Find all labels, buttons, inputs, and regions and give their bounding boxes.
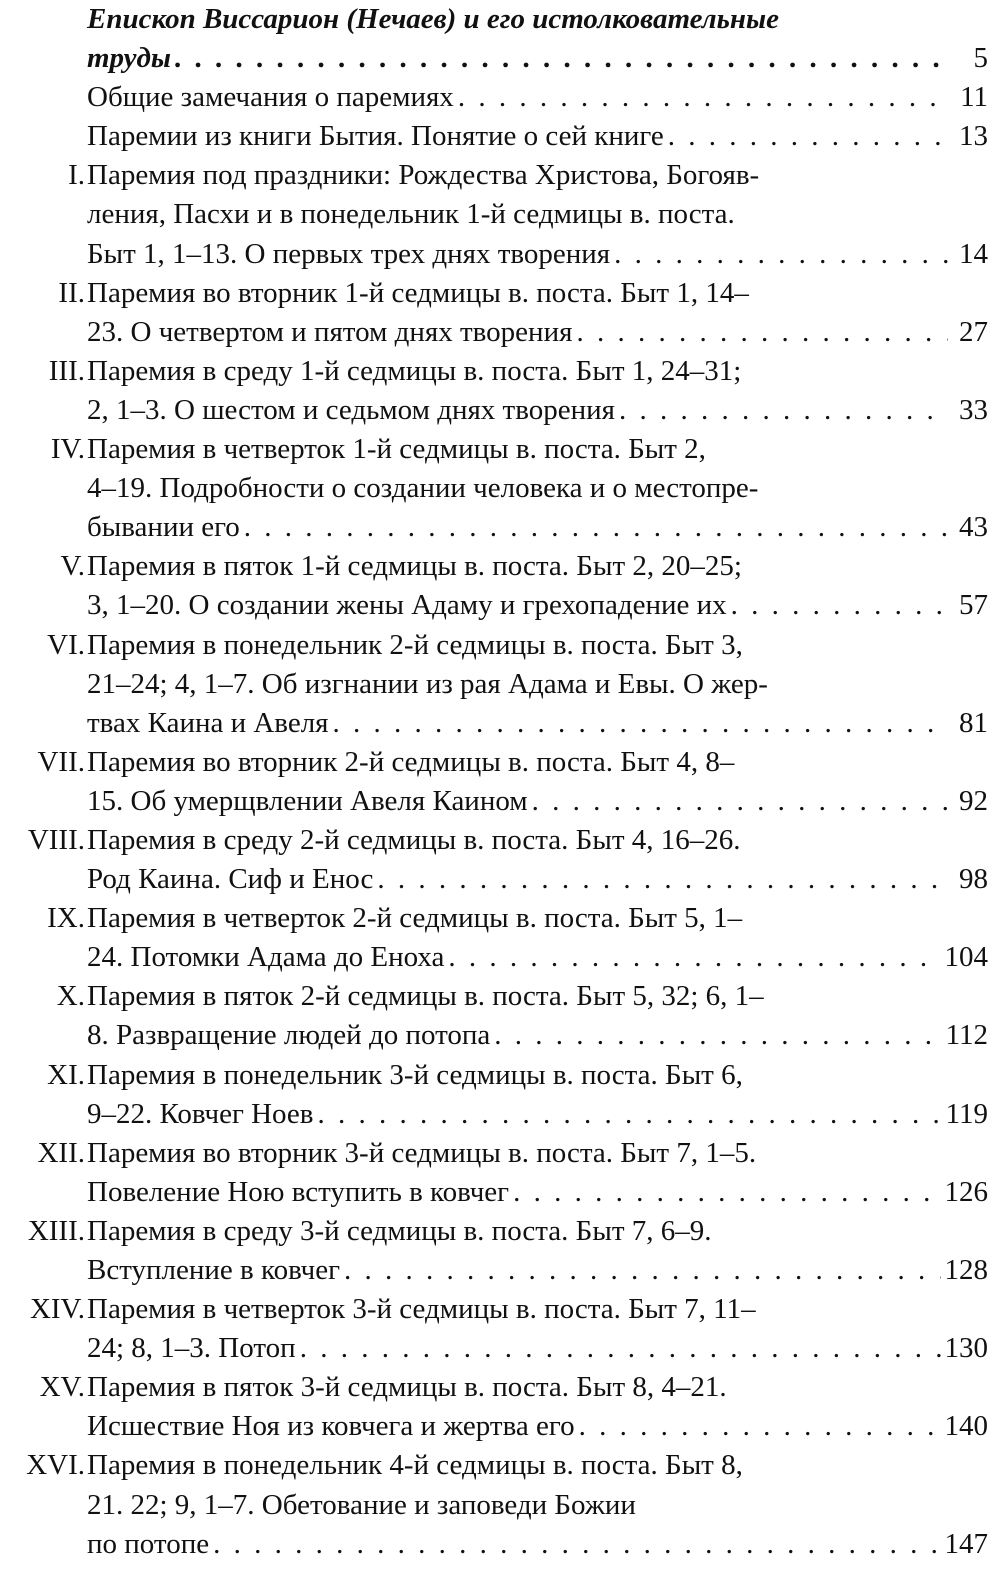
toc-page-number: 57 xyxy=(959,589,988,622)
toc-entry-text: Паремии из книги Бытия. Понятие о сей книге xyxy=(87,120,664,153)
toc-leader-dots xyxy=(614,235,948,274)
toc-page-number: 126 xyxy=(944,1175,988,1208)
toc-leader-dots xyxy=(317,1095,941,1134)
toc-entry-line xyxy=(87,586,988,625)
toc-entry-line xyxy=(87,39,988,78)
toc-page-number: 81 xyxy=(959,706,988,739)
toc-entry-text: Паремия в среду 1-й седмицы в. поста. Быт 1, 24–31; xyxy=(87,354,742,387)
toc-entry-text: Паремия в пяток 3-й седмицы в. поста. Быт 8, 4–21. xyxy=(87,1371,727,1404)
toc-entry-line xyxy=(87,821,988,860)
toc-entry-line xyxy=(87,1486,988,1525)
toc-entry-line xyxy=(87,1368,988,1407)
toc-entry-line xyxy=(87,899,988,938)
toc-page-number: 128 xyxy=(944,1254,988,1286)
toc-entry-text: Паремия в понедельник 4-й седмицы в. поста. Быт 8, xyxy=(87,1449,743,1482)
toc-entry-number: VII. xyxy=(37,745,85,778)
toc-entry-number: XI. xyxy=(47,1058,85,1091)
toc-entry-text: Паремия в пяток 1-й седмицы в. поста. Быт 2, 20–25; xyxy=(87,550,742,583)
toc-entry xyxy=(0,547,1000,625)
toc-entry-line xyxy=(87,430,988,469)
toc-leader-dots xyxy=(532,782,948,821)
toc-leader-dots xyxy=(668,117,948,156)
toc-entry xyxy=(0,1056,1000,1134)
toc-entry-line xyxy=(87,508,988,547)
toc-page-number: 43 xyxy=(959,511,988,544)
toc-page-number: 104 xyxy=(944,941,988,974)
toc-entry xyxy=(0,821,1000,899)
toc-entry-text: 21. 22; 9, 1–7. Обетование и заповеди Божии xyxy=(87,1488,636,1521)
toc-entry-line xyxy=(87,0,988,39)
toc-page-number: 14 xyxy=(959,237,988,270)
toc-entry-number: XIII. xyxy=(27,1214,85,1247)
toc-entry-line xyxy=(87,156,988,195)
toc-entry xyxy=(0,626,1000,743)
toc-entry-line xyxy=(87,1056,988,1095)
toc-entry-line xyxy=(87,1095,988,1134)
toc-entry xyxy=(0,1368,1000,1446)
toc-page-number: 33 xyxy=(959,393,988,426)
toc-entry-text: Епископ Виссарион (Нечаев) и его истолковательные xyxy=(87,3,779,35)
toc-entry xyxy=(0,156,1000,273)
toc-entry-line xyxy=(87,1407,988,1446)
toc-entry-text: Паремия в понедельник 2-й седмицы в. поста. Быт 3, xyxy=(87,628,743,661)
toc-entry-number: IV. xyxy=(50,433,85,466)
toc-page-number: 119 xyxy=(945,1097,988,1130)
toc-page-number: 147 xyxy=(944,1527,988,1560)
toc-entry-text: бывании его xyxy=(87,511,240,544)
toc-entry-text: ления, Пасхи и в понедельник 1-й седмицы в. поста. xyxy=(87,198,735,231)
toc-leader-dots xyxy=(333,704,948,743)
toc-entry-text: 21–24; 4, 1–7. Об изгнании из рая Адама и Евы. О жер- xyxy=(87,667,768,700)
toc-entry-number: XIV. xyxy=(29,1293,85,1326)
toc-entry-text: Паремия в четверток 3-й седмицы в. поста. Быт 7, 11– xyxy=(87,1293,756,1326)
toc-entry-text: Род Каина. Сиф и Енос xyxy=(87,863,374,896)
toc-entry-number: X. xyxy=(56,980,85,1013)
toc-entry xyxy=(0,1290,1000,1368)
toc-page-number: 13 xyxy=(959,120,988,153)
toc-entry-line xyxy=(87,1329,988,1368)
toc-entry xyxy=(0,899,1000,977)
toc-leader-dots xyxy=(377,860,948,899)
toc-page-number: 98 xyxy=(959,863,988,896)
toc-entry-number: V. xyxy=(60,550,85,583)
toc-entry-line xyxy=(87,391,988,430)
toc-entry-line xyxy=(87,938,988,977)
toc-entry-number: III. xyxy=(48,354,85,387)
toc-entry-line xyxy=(87,782,988,821)
toc-entry-line xyxy=(87,313,988,352)
toc-entry-text: Исшествие Ноя из ковчега и жертва его xyxy=(87,1410,575,1443)
toc-entry-line xyxy=(87,977,988,1016)
toc-entry-text: Паремия в четверток 1-й седмицы в. поста. Быт 2, xyxy=(87,433,706,466)
toc-entry-number: XVI. xyxy=(26,1449,85,1482)
toc-entry-text: Паремия в четверток 2-й седмицы в. поста. Быт 5, 1– xyxy=(87,902,743,935)
toc-entry-text: по потопе xyxy=(87,1527,210,1560)
toc-entry-text: 4–19. Подробности о создании человека и о местопре- xyxy=(87,472,759,505)
toc-entry-line xyxy=(87,1446,988,1485)
toc-entry-text: 3, 1–20. О создании жены Адаму и грехопадение их xyxy=(87,589,727,622)
toc-entry xyxy=(0,0,1000,78)
toc-leader-dots xyxy=(619,391,948,430)
toc-entry-number: VI. xyxy=(47,628,85,661)
toc-entry-line xyxy=(87,1134,988,1173)
toc-entry-text: твах Каина и Авеля xyxy=(87,706,329,739)
toc-leader-dots xyxy=(175,39,948,78)
toc-entry xyxy=(0,1446,1000,1563)
toc-entry-text: Паремия в среду 3-й седмицы в. поста. Быт 7, 6–9. xyxy=(87,1214,712,1247)
toc-entry-line xyxy=(87,860,988,899)
toc-entry xyxy=(0,274,1000,352)
toc-entry xyxy=(0,1212,1000,1290)
toc-entry-text: Паремия во вторник 3-й седмицы в. поста. Быт 7, 1–5. xyxy=(87,1136,757,1169)
toc-leader-dots xyxy=(458,78,948,117)
toc-page-number: 140 xyxy=(944,1410,988,1443)
toc-entry-line xyxy=(87,1016,988,1055)
toc-entry-line xyxy=(87,704,988,743)
toc-page-number: 11 xyxy=(960,81,988,114)
toc-entry-text: 2, 1–3. О шестом и седьмом днях творения xyxy=(87,393,615,426)
toc-entry-text: 24; 8, 1–3. Потоп xyxy=(87,1332,296,1365)
toc-entry-line xyxy=(87,274,988,313)
toc-entry-text: 15. Об умерщвлении Авеля Каином xyxy=(87,784,528,817)
toc-entry-number: XII. xyxy=(37,1136,85,1169)
toc-page-number: 112 xyxy=(945,1019,988,1052)
toc-entry-line xyxy=(87,352,988,391)
toc-leader-dots xyxy=(300,1329,941,1368)
toc-entry-line xyxy=(87,195,988,234)
toc-leader-dots xyxy=(494,1016,941,1055)
toc-entry-text: Быт 1, 1–13. О первых трех днях творения xyxy=(87,237,611,270)
toc-page-number: 27 xyxy=(959,315,988,348)
toc-entry-line xyxy=(87,665,988,704)
toc-entry-text: Паремия во вторник 2-й седмицы в. поста. Быт 4, 8– xyxy=(87,745,735,778)
toc-entry-text: Паремия под праздники: Рождества Христова, Богояв- xyxy=(87,159,760,192)
toc-entry xyxy=(0,743,1000,821)
toc-leader-dots xyxy=(731,586,948,625)
toc-entry-line xyxy=(87,1525,988,1564)
toc-entry-number: VIII. xyxy=(27,823,85,856)
toc-leader-dots xyxy=(448,938,940,977)
toc-entry-text: Паремия в понедельник 3-й седмицы в. поста. Быт 6, xyxy=(87,1058,743,1091)
toc-leader-dots xyxy=(244,508,948,547)
toc-entry-number: I. xyxy=(68,159,85,192)
toc-entry-line xyxy=(87,78,988,117)
toc-entry-line xyxy=(87,1212,988,1251)
toc-entry xyxy=(0,352,1000,430)
toc-entry-number: IX. xyxy=(47,902,85,935)
toc-entry-text: Вступление в ковчег xyxy=(87,1254,341,1286)
toc-entry-text: 9–22. Ковчег Ноев xyxy=(87,1097,314,1130)
toc-entry xyxy=(0,977,1000,1055)
toc-entry-line xyxy=(87,469,988,508)
toc-entry-text: Паремия во вторник 1-й седмицы в. поста. Быт 1, 14– xyxy=(87,276,749,309)
toc-entry-line xyxy=(87,1290,988,1329)
toc-entry-line xyxy=(87,1173,988,1212)
toc-entry-number: XV. xyxy=(39,1371,85,1404)
toc-entry-text: 8. Развращение людей до потопа xyxy=(87,1019,491,1052)
toc-entry xyxy=(0,78,1000,117)
toc-leader-dots xyxy=(579,1407,941,1446)
toc-entry-text: 24. Потомки Адама до Еноха xyxy=(87,941,445,974)
toc-page-number: 92 xyxy=(959,784,988,817)
toc-entry-text: Общие замечания о паремиях xyxy=(87,81,454,114)
toc-leader-dots xyxy=(344,1251,940,1290)
toc-entry-line xyxy=(87,547,988,586)
toc-entry-number: II. xyxy=(58,276,85,309)
toc-entry-line xyxy=(87,1251,988,1290)
toc-leader-dots xyxy=(513,1173,940,1212)
toc-entry-line xyxy=(87,626,988,665)
toc-entry-text: Повеление Ною вступить в ковчег xyxy=(87,1175,510,1208)
toc-entry-text: 23. О четвертом и пятом днях творения xyxy=(87,315,573,348)
toc-page-number: 130 xyxy=(944,1332,988,1365)
toc-page-number: 5 xyxy=(973,42,988,75)
toc-entry xyxy=(0,430,1000,547)
toc-entry-line xyxy=(87,235,988,274)
toc-entry-line xyxy=(87,743,988,782)
toc-entry-line xyxy=(87,117,988,156)
toc-entry xyxy=(0,1134,1000,1212)
toc-entry-text: Паремия в пяток 2-й седмицы в. поста. Быт 5, 32; 6, 1– xyxy=(87,980,764,1013)
toc-entry-text: Паремия в среду 2-й седмицы в. поста. Быт 4, 16–26. xyxy=(87,823,741,856)
toc-leader-dots xyxy=(576,313,948,352)
toc-entry-text: труды xyxy=(87,42,171,75)
toc-leader-dots xyxy=(213,1525,940,1564)
toc-entry xyxy=(0,117,1000,156)
